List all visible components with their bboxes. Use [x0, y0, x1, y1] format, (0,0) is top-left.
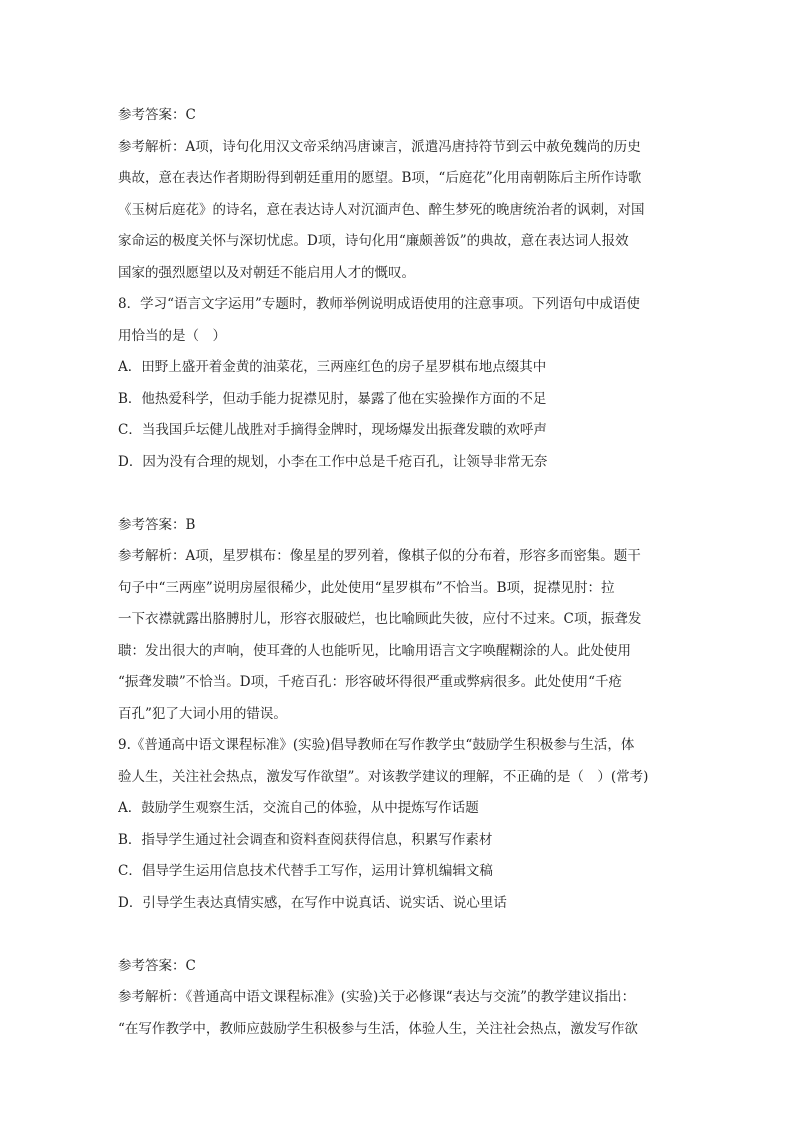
- analysis-line: 典故，意在表达作者期盼得到朝廷重用的愿望。B项，“后庭花”化用南朝陈后主所作诗歌: [118, 170, 642, 186]
- question-stem-line: 验人生，关注社会热点，激发写作欲望”。对该教学建议的理解，不正确的是（ ）(常考): [118, 768, 649, 785]
- analysis-line: 《玉树后庭花》的诗名，意在表达诗人对沉湎声色、醉生梦死的晚唐统治者的讽刺，对国: [118, 201, 645, 218]
- analysis-line: 一下衣襟就露出胳膊肘儿，形容衣服破烂，也比喻顾此失彼，应付不过来。C项，振聋发: [118, 611, 642, 627]
- answer-line: 参考答案：C: [118, 107, 196, 123]
- analysis-line: 参考解析：A项，诗句化用汉文帝采纳冯唐谏言，派遣冯唐持符节到云中赦免魏尚的历史: [118, 138, 641, 155]
- analysis-line: 句子中“三两座”说明房屋很稀少，此处使用“星罗棋布”不恰当。B项，捉襟见肘：拉: [118, 579, 615, 596]
- option-b: B．他热爱科学，但动手能力捉襟见肘，暴露了他在实验操作方面的不足: [118, 390, 547, 407]
- spacer: [118, 478, 688, 510]
- document-content: [118, 100, 688, 1045]
- option-c: C．倡导学生运用信息技术代替手工写作，运用计算机编辑文稿: [118, 863, 493, 879]
- answer-line: 参考答案：C: [118, 957, 196, 974]
- option-b: B．指导学生通过社会调查和资料查阅获得信息，积累写作素材: [118, 831, 493, 848]
- analysis-line: 参考解析：A项，星罗棋布：像星星的罗列着，像棋子似的分布着，形容多而密集。题干: [118, 548, 641, 564]
- option-d: D．因为没有合理的规划，小李在工作中总是千疮百孔，让领导非常无奈: [118, 453, 548, 470]
- option-c: C．当我国乒坛健儿战胜对手摘得金牌时，现场爆发出振聋发聩的欢呼声: [118, 422, 547, 438]
- analysis-line: “在写作教学中，教师应鼓励学生积极参与生活，体验人生，关注社会热点，激发写作欲: [118, 1020, 638, 1037]
- analysis-line: 百孔”犯了大词小用的错误。: [118, 705, 287, 722]
- analysis-line: 参考解析：《普通高中语文课程标准》(实验)关于必修课“表达与交流”的教学建议指出：: [118, 989, 636, 1005]
- question-stem-line: 9.《普通高中语文课程标准》(实验)倡导教师在写作教学虫“鼓励学生积极参与生活，体: [118, 737, 635, 753]
- analysis-line: 国家的强烈愿望以及对朝廷不能启用人才的慨叹。: [118, 264, 415, 281]
- question-stem-line: 8．学习“语言文字运用”专题时，教师举例说明成语使用的注意事项。下列语句中成语使: [118, 296, 640, 312]
- spacer: [118, 919, 688, 951]
- option-a: A．鼓励学生观察生活，交流自己的体验，从中提炼写作话题: [118, 800, 479, 816]
- analysis-line: 家命运的极度关怀与深切忧虑。D项，诗句化用“廉颇善饭”的典故，意在表达词人报效: [118, 233, 629, 249]
- option-a: A．田野上盛开着金黄的油菜花，三两座红色的房子星罗棋布地点缀其中: [118, 359, 547, 375]
- analysis-line: “振聋发聩”不恰当。D项，千疮百孔：形容破坏得很严重或弊病很多。此处使用“千疮: [118, 674, 623, 690]
- answer-line: 参考答案：B: [118, 516, 196, 533]
- option-d: D．引导学生表达真情实感，在写作中说真话、说实话、说心里话: [118, 894, 507, 911]
- question-stem-line: 用恰当的是（ ）: [118, 327, 226, 344]
- analysis-line: 聩：发出很大的声响，使耳聋的人也能听见，比喻用语言文字唤醒糊涂的人。此处使用: [118, 642, 631, 659]
